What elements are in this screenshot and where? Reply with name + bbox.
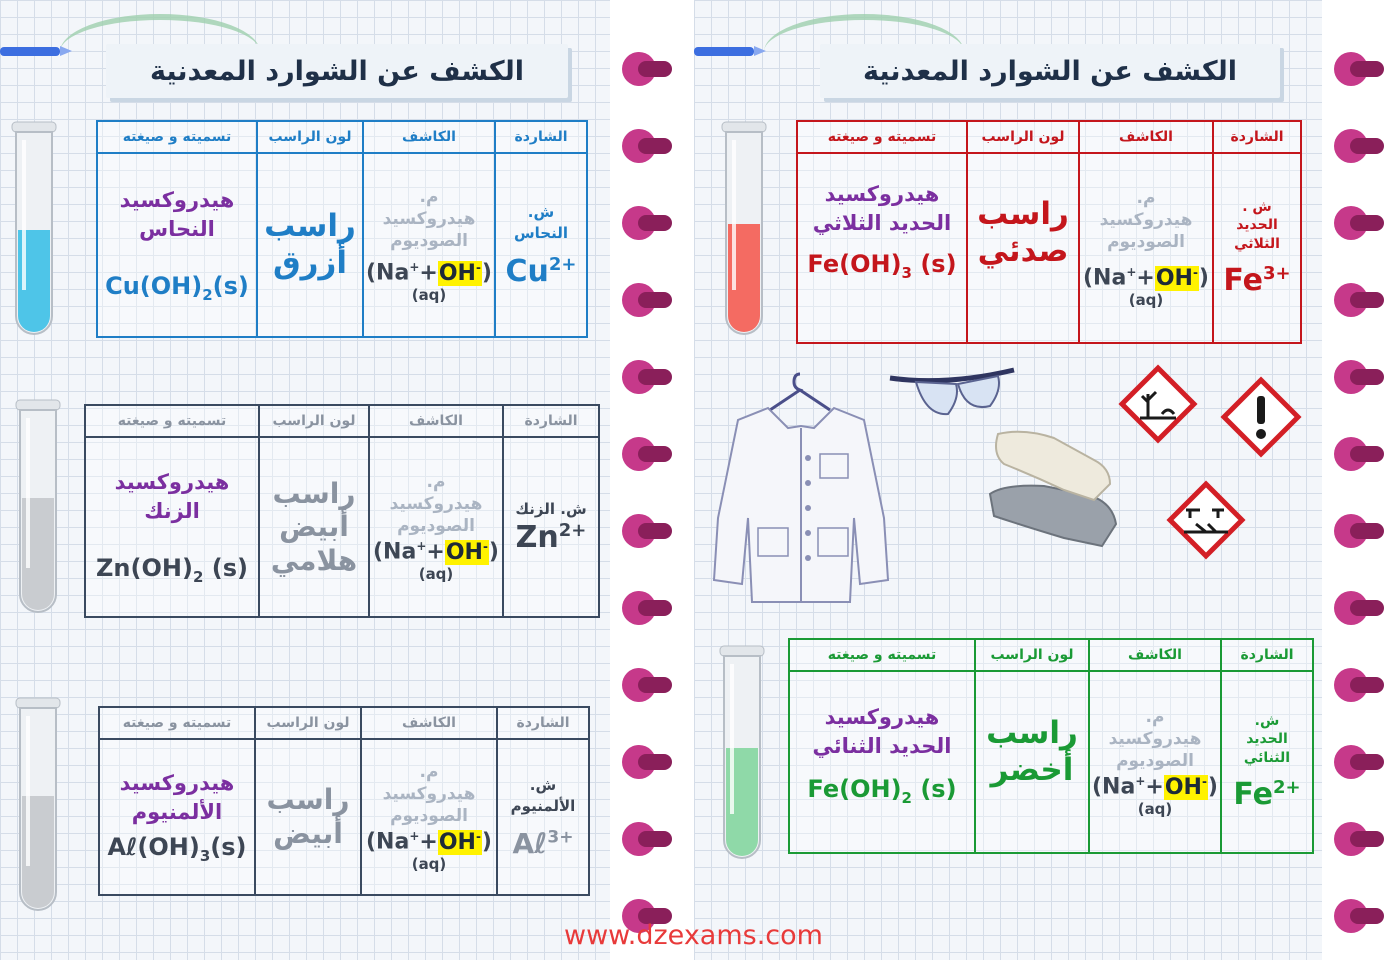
product-formula: $A\ell(OH)_3(s)$ [107,833,247,866]
test-tube-icon [14,696,62,920]
reagent-formula: (Na++OH-) [1083,265,1209,291]
zinc-table [84,404,600,618]
reagent-state: (aq) [418,564,454,583]
header-ppt-color: لون الراسب [255,707,361,739]
reagent-cell [1089,671,1221,853]
test-tube-icon [718,644,766,868]
ion-symbol: $Cu^{2+}$ [505,253,577,289]
footer-url[interactable]: www.dzexams.com [564,920,823,951]
ppt-cell [967,153,1079,343]
ion-cell [1221,671,1313,853]
reagent-formula: (Na++OH-) [373,539,499,565]
header-name-formula: تسميته و صيغته [827,129,937,145]
goggles-icon [886,356,1018,422]
ion-symbol: Aℓ$^{3+}$ [512,826,574,860]
product-cell [797,153,967,343]
reagent-cell [361,739,497,895]
reagent-formula: (Na++OH-) [366,829,492,855]
environment-hazard-icon [1118,364,1198,444]
ppt-color: راسب أبيض هلامي [270,476,358,577]
binder-ring-tab [1350,369,1384,385]
page-title: الكشف عن الشوارد المعدنية [106,44,568,98]
corrosive-hazard-icon [1166,480,1246,560]
header-ion: الشاردة [1213,121,1301,153]
ppt-color: راسب أخضر [986,714,1078,788]
binder-ring-tab [1350,215,1384,231]
binder-ring-tab [1350,831,1384,847]
pen-icon [0,47,60,56]
ion-name: ش. الحديد الثنائي [1243,713,1291,766]
binder-ring-tab [1350,523,1384,539]
reagent-label: م. هيدروكسيد الصوديوم [389,472,483,537]
reagent-formula: (Na++OH-) [1092,774,1218,800]
ion-name: ش. الألمنيوم [510,775,576,815]
ppt-color: راسب أبيض [266,783,350,850]
header-name-formula: تسميته و صيغته [122,129,232,145]
reagent-label: م. هيدروكسيد الصوديوم [1099,188,1193,253]
ppt-cell [259,437,369,617]
header-ppt-color: لون الراسب [259,405,369,437]
reagent-state: (aq) [1137,799,1173,818]
ppt-cell [975,671,1089,853]
pen-icon [694,47,754,56]
ion-name: ش. الزنك [515,500,587,518]
ppt-color: راسب صدئي [977,195,1069,269]
test-tube-icon [10,120,58,344]
product-formula: $Zn(OH)_2$ (s) [96,554,248,587]
binder-ring-tab [1350,61,1384,77]
header-reagent: الكاشف [369,405,503,437]
product-name: هيدروكسيد الحديد الثنائي [812,704,952,759]
product-name: هيدروكسيد النحاس [119,187,235,242]
ion-cell [503,437,599,617]
header-ion: الشاردة [497,707,589,739]
product-name: هيدروكسيد الألمنيوم [119,770,235,825]
product-cell [789,671,975,853]
reagent-cell [369,437,503,617]
reagent-formula: (Na++OH-) [366,260,492,286]
reagent-label: م. هيدروكسيد الصوديوم [382,762,476,827]
binder-ring-tab [1350,677,1384,693]
header-reagent: الكاشف [363,121,495,153]
ion-name: ش. النحاس [513,202,569,242]
ion-cell [1213,153,1301,343]
reagent-label: م. هيدروكسيد الصوديوم [1108,707,1202,772]
reagent-cell [363,153,495,337]
page-title: الكشف عن الشوارد المعدنية [820,44,1280,98]
binder-ring-tab [638,138,672,154]
left-page [0,0,610,960]
reagent-state: (aq) [411,854,447,873]
binder-ring-tab [1350,600,1384,616]
iron2-table [788,638,1314,854]
product-formula: $Fe(OH)_2$ (s) [807,775,957,808]
header-reagent: الكاشف [1079,121,1213,153]
ppt-cell [257,153,363,337]
ppt-cell [255,739,361,895]
binder-ring-tab [638,677,672,693]
reagent-label: م. هيدروكسيد الصوديوم [382,187,476,252]
binder-ring-tab [638,831,672,847]
ion-symbol: $Fe^{3+}$ [1223,262,1291,298]
product-name: هيدروكسيد الحديد الثلاثي [812,181,952,236]
product-cell [97,153,257,337]
header-ppt-color: لون الراسب [257,121,363,153]
test-tube-icon [14,398,62,622]
header-name-formula: تسميته و صيغته [827,647,937,663]
test-tube-icon [720,120,768,344]
binder-ring-tab [638,523,672,539]
header-ppt-color: لون الراسب [975,639,1089,671]
product-cell [99,739,255,895]
ion-symbol: $Fe^{2+}$ [1233,776,1301,812]
ion-cell [497,739,589,895]
gloves-icon [984,424,1124,550]
binder-ring-tab [1350,292,1384,308]
exclamation-hazard-icon [1220,376,1302,458]
binder-ring-tab [638,369,672,385]
product-cell [85,437,259,617]
header-ppt-color: لون الراسب [967,121,1079,153]
header-ion: الشاردة [495,121,587,153]
reagent-state: (aq) [411,285,447,304]
product-formula: $Cu(OH)_2(s)$ [105,272,249,305]
ion-symbol: $Zn^{2+}$ [515,520,587,555]
header-reagent: الكاشف [1089,639,1221,671]
right-page [694,0,1322,960]
binder-ring-tab [638,292,672,308]
binder-ring-tab [638,215,672,231]
aluminium-table [98,706,590,896]
product-formula: $Fe(OH)_3$ (s) [807,250,957,283]
binder-ring-tab [1350,446,1384,462]
reagent-cell [1079,153,1213,343]
binder-ring-tab [638,754,672,770]
header-reagent: الكاشف [361,707,497,739]
product-name: هيدروكسيد الزنك [114,469,230,524]
binder-ring-tab [638,600,672,616]
header-ion: الشاردة [503,405,599,437]
header-ion: الشاردة [1221,639,1313,671]
binder-ring-tab [1350,138,1384,154]
ppt-color: راسب أزرق [264,207,356,281]
binder-ring-tab [1350,754,1384,770]
reagent-state: (aq) [1128,290,1164,309]
binder-ring-tab [638,61,672,77]
ion-cell [495,153,587,337]
copper-table [96,120,588,338]
header-name-formula: تسميته و صيغته [122,715,232,731]
iron3-table [796,120,1302,344]
header-name-formula: تسميته و صيغته [117,413,227,429]
binder-ring-tab [638,446,672,462]
ion-name: ش . الحديد الثلاثي [1234,199,1280,252]
lab-coat-icon [708,368,894,608]
